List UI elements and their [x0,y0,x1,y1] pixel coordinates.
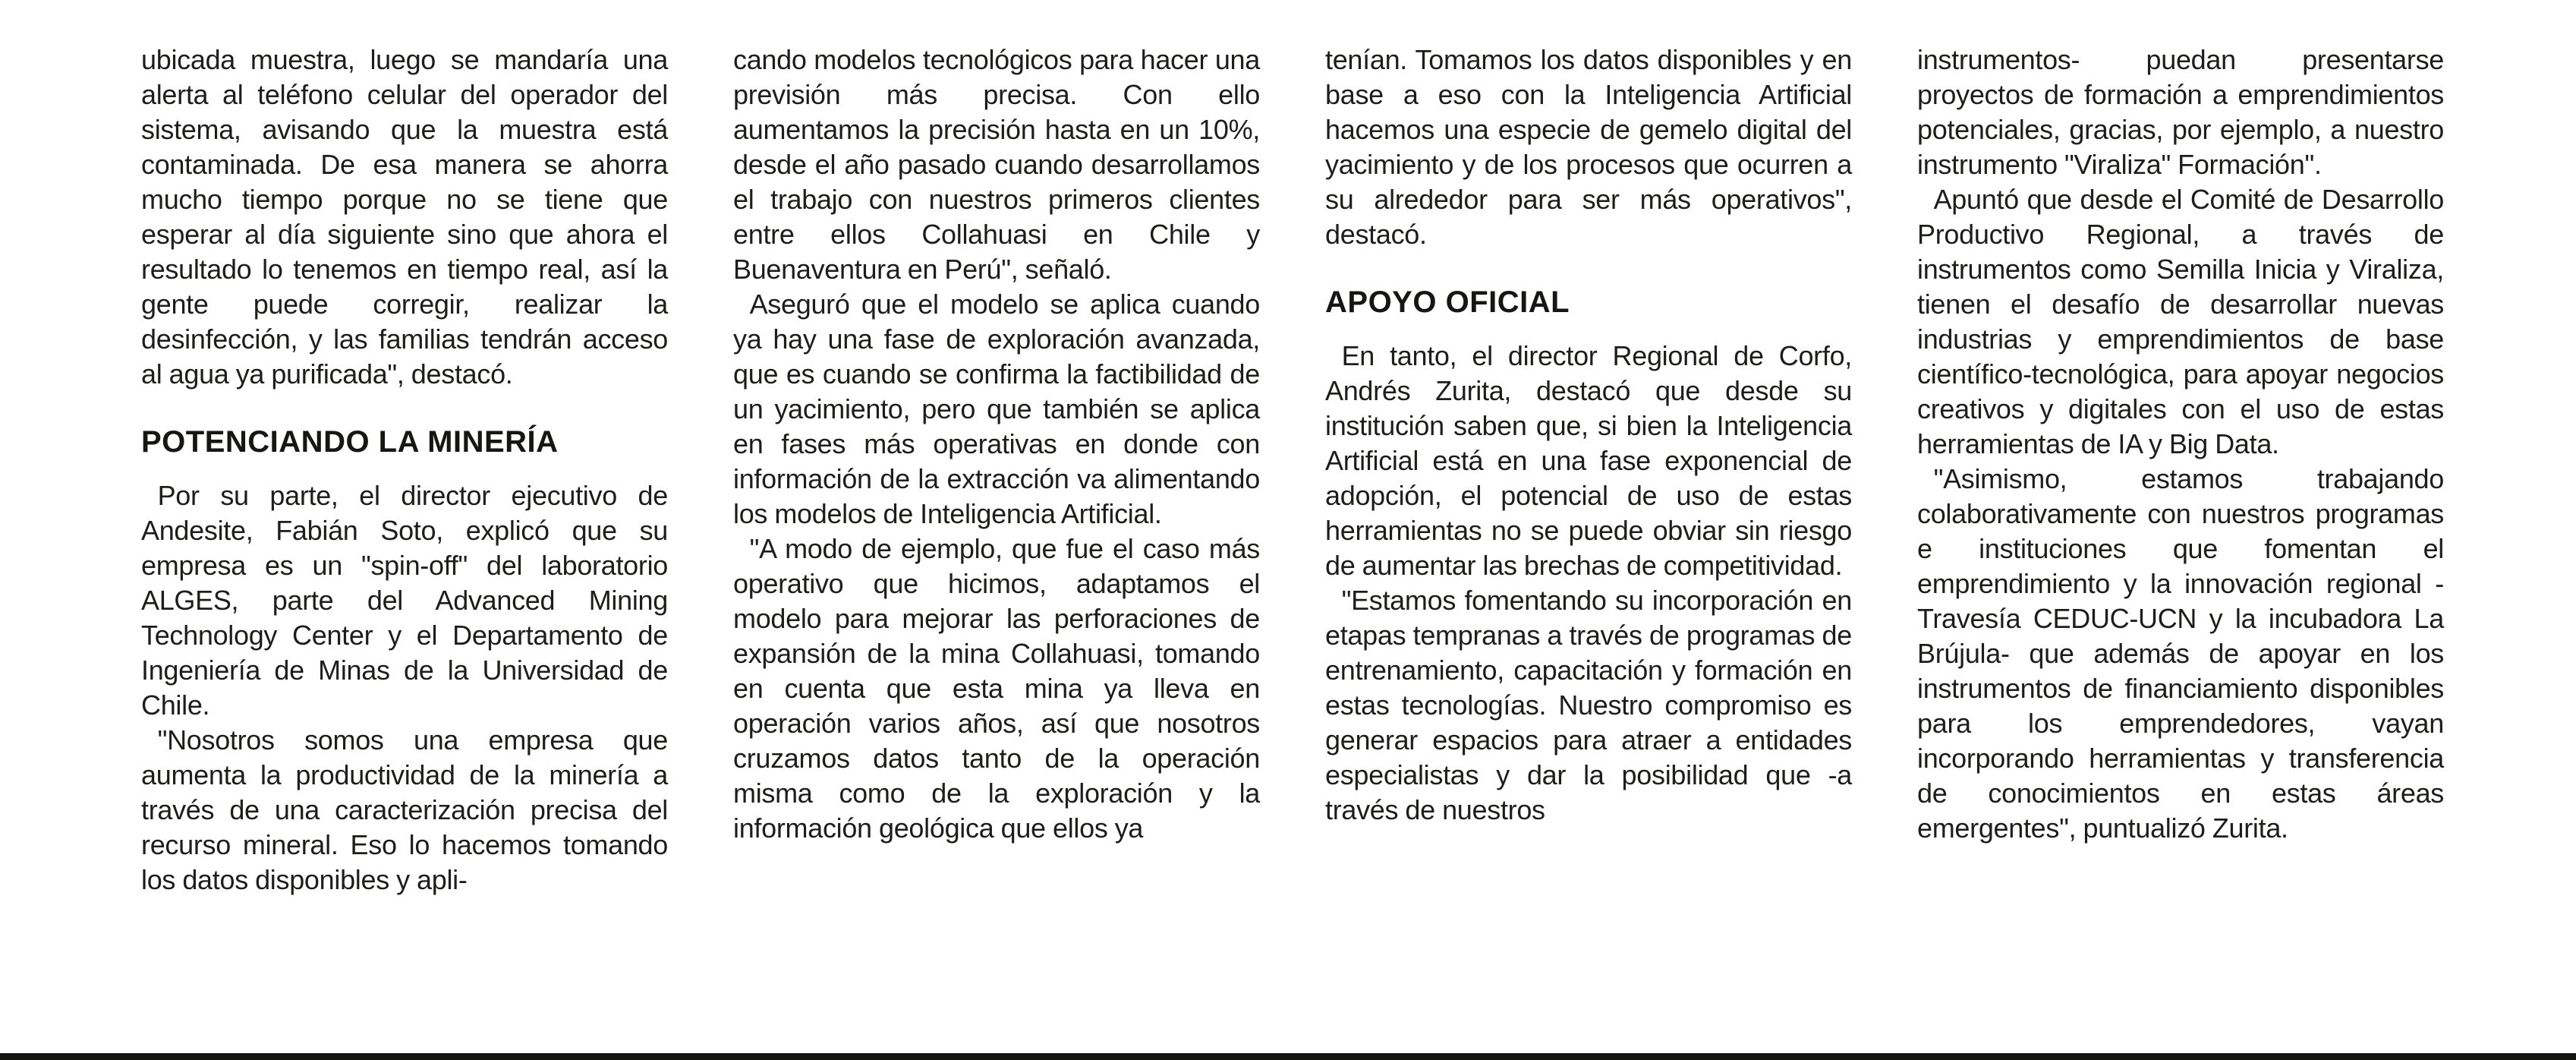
paragraph-continuation: cando modelos tecnológicos para hacer una previsión más precisa. Con ello aumentamos la precisión hasta en un 10%, desde el año pasado cuando desarrollamos el trabajo con nuestros primeros clientes entre ellos Collahuasi en Chile y Buenaventura en Perú", señaló. [733,44,1260,285]
paragraph-continuation: tenían. Tomamos los datos disponibles y en base a eso con la Inteligencia Artificial hacemos una especie de gemelo digital del yacimiento y de los procesos que ocurren a su alrededor para ser más operativos", destacó. [1325,44,1852,250]
article-column-4 [1917,43,2444,898]
paragraph: En tanto, el director Regional de Corfo, Andrés Zurita, destacó que desde su institución saben que, si bien la Inteligencia Artificial está en una fase exponencial de adopción, el potencial de uso de estas herramientas no se puede obviar sin riesgo de aumentar las brechas de competitividad. [1325,340,1852,581]
paragraph-continuation: instrumentos- puedan presentarse proyectos de formación a emprendimientos potenciales, gracias, por ejemplo, a nuestro instrumento "Viraliza" Formación". [1917,44,2444,180]
paragraph: "Nosotros somos una empresa que aumenta la productividad de la minería a través de una caracterización precisa del recurso mineral. Eso lo hacemos tomando los datos disponibles y apli- [141,724,668,895]
paragraph: "Estamos fomentando su incorporación en etapas tempranas a través de programas de entrenamiento, capacitación y formación en estas tecnologías. Nuestro compromiso es generar espacios para atraer a entidades especialistas y dar la posibilidad que -a través de nuestros [1325,585,1852,825]
paragraph: "Asimismo, estamos trabajando colaborativamente con nuestros programas e instituciones que fomentan el emprendimiento y la innovación regional -Travesía CEDUC-UCN y la incubadora La Brújula- que además de apoyar en los instrumentos de financiamiento disponibles para los emprendedores, vayan incorporando herramientas y transferencia de conocimientos en estas áreas emergentes", puntualizó Zurita. [1917,463,2444,844]
paragraph: Aseguró que el modelo se aplica cuando ya hay una fase de exploración avanzada, que es cuando se confirma la factibilidad de un yacimiento, pero que también se aplica en fases más operativas en donde con información de la extracción va alimentando los modelos de Inteligencia Artificial. [733,289,1260,529]
section-heading-potenciando-la-mineria: POTENCIANDO LA MINERÍA [141,425,559,459]
article-column-1 [141,43,668,898]
paragraph-continuation: ubicada muestra, luego se mandaría una alerta al teléfono celular del operador del sistema, avisando que la muestra está contaminada. De esa manera se ahorra mucho tiempo porque no se tiene que esperar al día siguiente sino que ahora el resultado lo tenemos en tiempo real, así la gente puede corregir, realizar la desinfección, y las familias tendrán acceso al agua ya purificada", destacó. [141,44,668,390]
article-column-2 [733,43,1260,898]
paragraph: "A modo de ejemplo, que fue el caso más operativo que hicimos, adaptamos el modelo para mejorar las perforaciones de expansión de la mina Collahuasi, tomando en cuenta que esta mina ya lleva en operación varios años, así que nosotros cruzamos datos tanto de la operación misma como de la exploración y la información geológica que ellos ya [733,533,1260,844]
paragraph: Apuntó que desde el Comité de Desarrollo Productivo Regional, a través de instrumentos como Semilla Inicia y Viraliza, tienen el desafío de desarrollar nuevas industrias y emprendimientos de base científico-tecnológica, para apoyar negocios creativos y digitales con el uso de estas herramientas de IA y Big Data. [1917,184,2444,459]
page-bottom-edge-rule [0,1053,2576,1060]
paragraph: Por su parte, el director ejecutivo de Andesite, Fabián Soto, explicó que su empresa es un "spin-off" del laboratorio ALGES, parte del Advanced Mining Technology Center y el Departamento de Ingeniería de Minas de la Universidad de Chile. [141,480,668,721]
section-heading-apoyo-oficial: APOYO OFICIAL [1325,286,1570,319]
article-column-3 [1325,43,1852,898]
